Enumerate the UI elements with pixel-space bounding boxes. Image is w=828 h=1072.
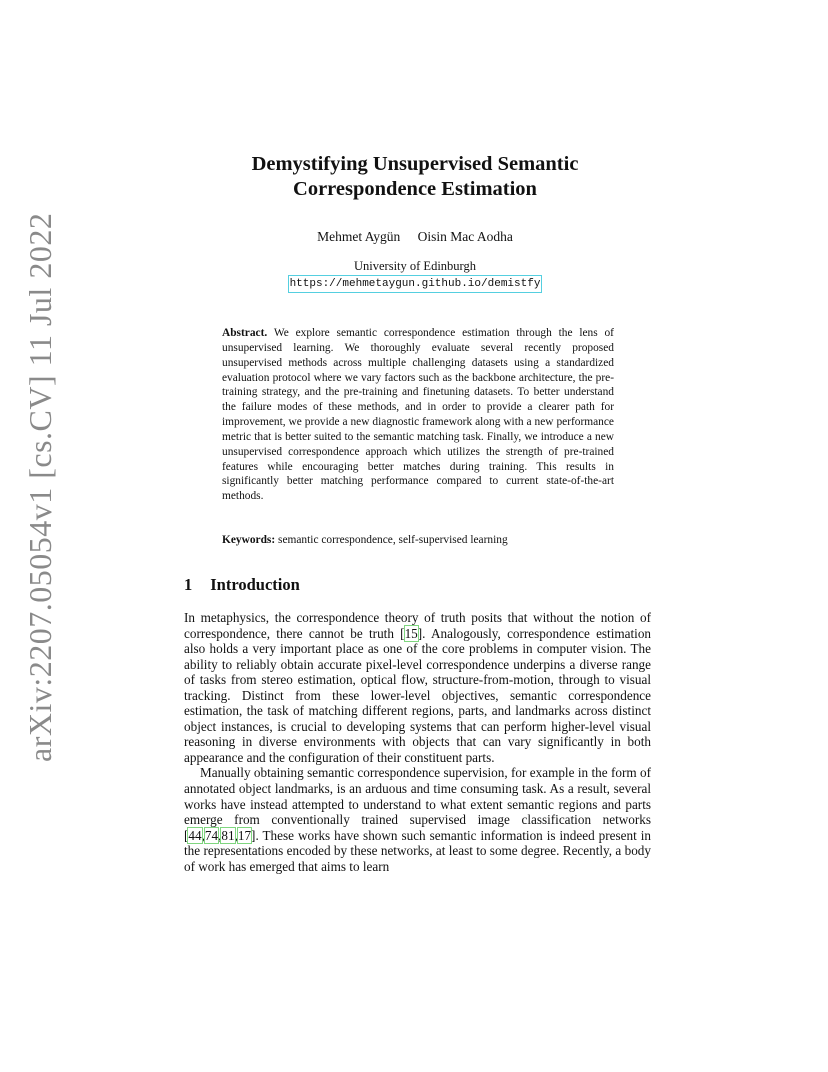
project-url-link[interactable]: https://mehmetaygun.github.io/demistfy bbox=[289, 278, 541, 290]
abstract bbox=[222, 326, 614, 504]
citation-link[interactable]: 74 bbox=[204, 827, 219, 843]
paragraph-text: In metaphysics, the correspondence theory of truth posits that without the notion of correspondence, there cannot be truth [ bbox=[184, 610, 651, 641]
section-title: Introduction bbox=[210, 575, 300, 594]
citation-link[interactable]: 81 bbox=[221, 827, 235, 843]
abstract-label: Abstract. bbox=[222, 327, 268, 339]
paragraph bbox=[184, 610, 651, 765]
author-list bbox=[170, 229, 660, 245]
author-name: Oisin Mac Aodha bbox=[417, 229, 513, 244]
title-line-2: Correspondence Estimation bbox=[293, 178, 537, 200]
keywords-text: semantic correspondence, self-supervised learning bbox=[278, 534, 508, 546]
citation-link[interactable]: 44 bbox=[188, 827, 202, 843]
paper-title bbox=[170, 152, 660, 202]
paragraph-text: ]. These works have shown such semantic information is indeed present in the representations encoded by these networks, at least to some degree. Recently, a body of work has emerged that aims to learn bbox=[184, 827, 651, 874]
abstract-text: We explore semantic correspondence estimation through the lens of unsupervised learning. We thoroughly evaluate several recently proposed unsupervised methods across multiple challenging datasets using a standardized evaluation protocol where we vary factors such as the backbone architecture, the pre-training strategy, and the pre-training and finetuning datasets. To better understand the failure modes of these methods, and in order to provide a clearer path for improvement, we provide a new diagnostic framework along with a new performance metric that is better suited to the semantic matching task. Finally, we introduce a new unsupervised correspondence approach which utilizes the strength of pre-trained features while encouraging better matches during training. This results in significantly better matching performance compared to current state-of-the-art methods. bbox=[222, 327, 614, 503]
citation-link[interactable]: 17 bbox=[237, 827, 252, 843]
arxiv-stamp: arXiv:2207.05054v1 [cs.CV] 11 Jul 2022 bbox=[22, 212, 58, 762]
paragraph-text: ]. Analogously, correspondence estimation also holds a very important place as one of the core problems in computer vision. The ability to reliably obtain accurate pixel-level correspondence underpins a diverse range of tasks from stereo estimation, optical flow, structure-from-motion, through to visual tracking. Distinct from these lower-level objectives, semantic correspondence estimation, the task of matching different regions, parts, and landmarks across distinct object instances, is crucial to developing systems that can perform higher-level visual reasoning in diverse environments with objects that can vary significantly in both appearance and the configuration of their constituent parts. bbox=[184, 625, 652, 765]
section-heading bbox=[184, 575, 300, 595]
affiliation: University of Edinburgh bbox=[354, 259, 476, 273]
citation-link[interactable]: 15 bbox=[404, 625, 418, 641]
title-line-1: Demystifying Unsupervised Semantic bbox=[251, 153, 579, 175]
section-number: 1 bbox=[184, 575, 193, 594]
keywords-label: Keywords: bbox=[222, 534, 276, 546]
paragraph: Manually obtaining semantic correspondence supervision, for example in the form of annotated object landmarks, is an arduous and time consuming task. As a result, several works have instead attempted to understand to what extent semantic regions and parts emerge from conventionally trained supervised image classification networks [44,74,81,17]. These works have shown such semantic information is indeed present in the representations encoded by these networks, at least to some degree. Recently, a body of work has emerged that aims to learn bbox=[184, 765, 651, 874]
body-text bbox=[184, 610, 651, 874]
affiliation-block bbox=[170, 258, 660, 292]
paragraph-text: Manually obtaining semantic correspondence supervision, for example in the form of annotated object landmarks, is an arduous and time consuming task. As a result, several works have instead attempted to understand to what extent semantic regions and parts emerge from conventionally trained supervised image classification networks [ bbox=[184, 765, 651, 843]
keywords bbox=[222, 534, 614, 546]
author-name: Mehmet Aygün bbox=[317, 229, 401, 244]
